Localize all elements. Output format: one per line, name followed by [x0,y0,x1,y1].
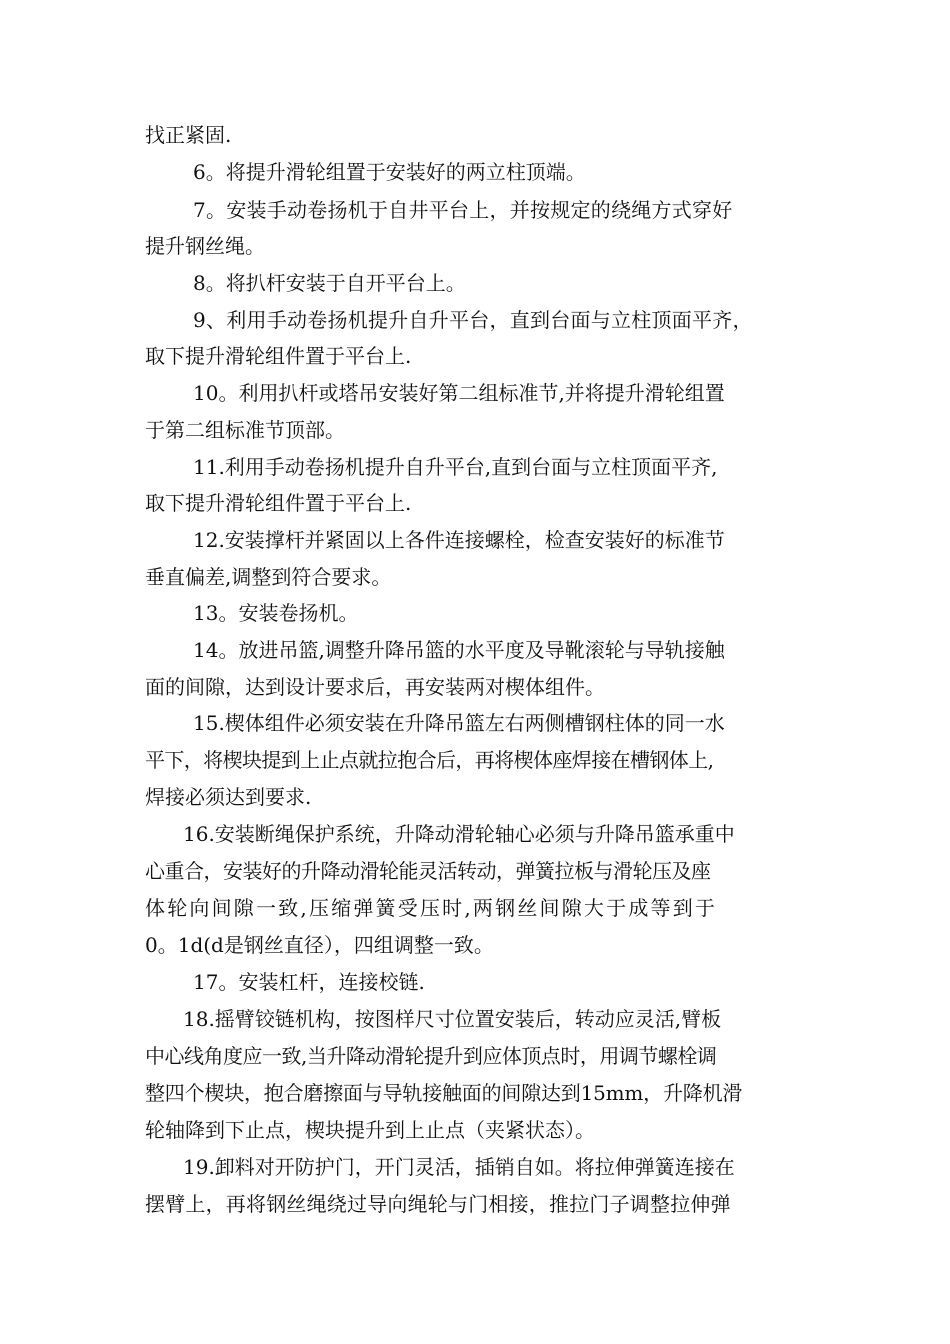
text-line: 13。安装卷扬机。 [193,601,359,625]
text-line: 14。放进吊篮,调整升降吊篮的水平度及导靴滚轮与导轨接触 [193,638,725,662]
text-line: 整四个楔块，抱合磨擦面与导轨接触面的间隙达到15mm，升降机滑 [145,1081,743,1105]
text-line: 6。将提升滑轮组置于安装好的两立柱顶端。 [193,160,586,184]
text-line: 心重合，安装好的升降动滑轮能灵活转动，弹簧拉板与滑轮压及座 [145,859,711,883]
text-line: 16.安装断绳保护系统，升降动滑轮轴心必须与升降吊篮承重中 [183,822,735,846]
text-line: 18.摇臂铰链机构，按图样尺寸位置安装后，转动应灵活,臂板 [183,1007,722,1031]
text-line: 17。安装杠杆，连接校链. [193,970,425,994]
text-line: 面的间隙，达到设计要求后，再安装两对楔体组件。 [145,675,605,699]
text-line: 15.楔体组件必须安装在升降吊篮左右两侧槽钢柱体的同一水 [193,711,725,735]
text-line: 提升钢丝绳。 [145,234,265,258]
text-line: 0。1d(d是钢丝直径），四组调整一致。 [145,933,494,957]
text-line: 7。安装手动卷扬机于自井平台上，并按规定的绕绳方式穿好 [193,198,733,222]
text-line: 12.安装撑杆并紧固以上各件连接螺栓，检查安装好的标准节 [193,528,725,552]
text-line: 摆臂上，再将钢丝绳绕过导向绳轮与门相接，推拉门子调整拉伸弹 [145,1192,731,1216]
text-line: 平下，将楔块提到上止点就拉抱合后，再将楔体座焊接在槽钢体上, [145,748,714,772]
text-line: 19.卸料对开防护门，开门灵活，插销自如。将拉伸弹簧连接在 [183,1155,735,1179]
text-line: 中心线角度应一致,当升降动滑轮提升到应体顶点时，用调节螺栓调 [145,1044,717,1068]
text-line: 体轮向间隙一致,压缩弹簧受压时,两钢丝间隙大于成等到于 [145,896,718,920]
text-line: 找正紧固. [145,123,232,147]
text-line: 轮轴降到下止点，楔块提升到上止点（夹紧状态）。 [145,1118,595,1142]
text-line: 于第二组标准节顶部。 [145,418,345,442]
text-line: 8。将扒杆安装于自开平台上。 [193,271,466,295]
text-line: 焊接必须达到要求. [145,785,312,809]
text-line: 10。利用扒杆或塔吊安装好第二组标准节,并将提升滑轮组置 [193,381,725,405]
text-line: 9、利用手动卷扬机提升自升平台，直到台面与立柱顶面平齐， [193,308,753,332]
text-line: 取下提升滑轮组件置于平台上. [145,491,412,515]
text-line: 11.利用手动卷扬机提升自升平台,直到台面与立柱顶面平齐, [193,455,718,479]
text-line: 垂直偏差,调整到符合要求。 [145,565,392,589]
text-line: 取下提升滑轮组件置于平台上. [145,344,412,368]
